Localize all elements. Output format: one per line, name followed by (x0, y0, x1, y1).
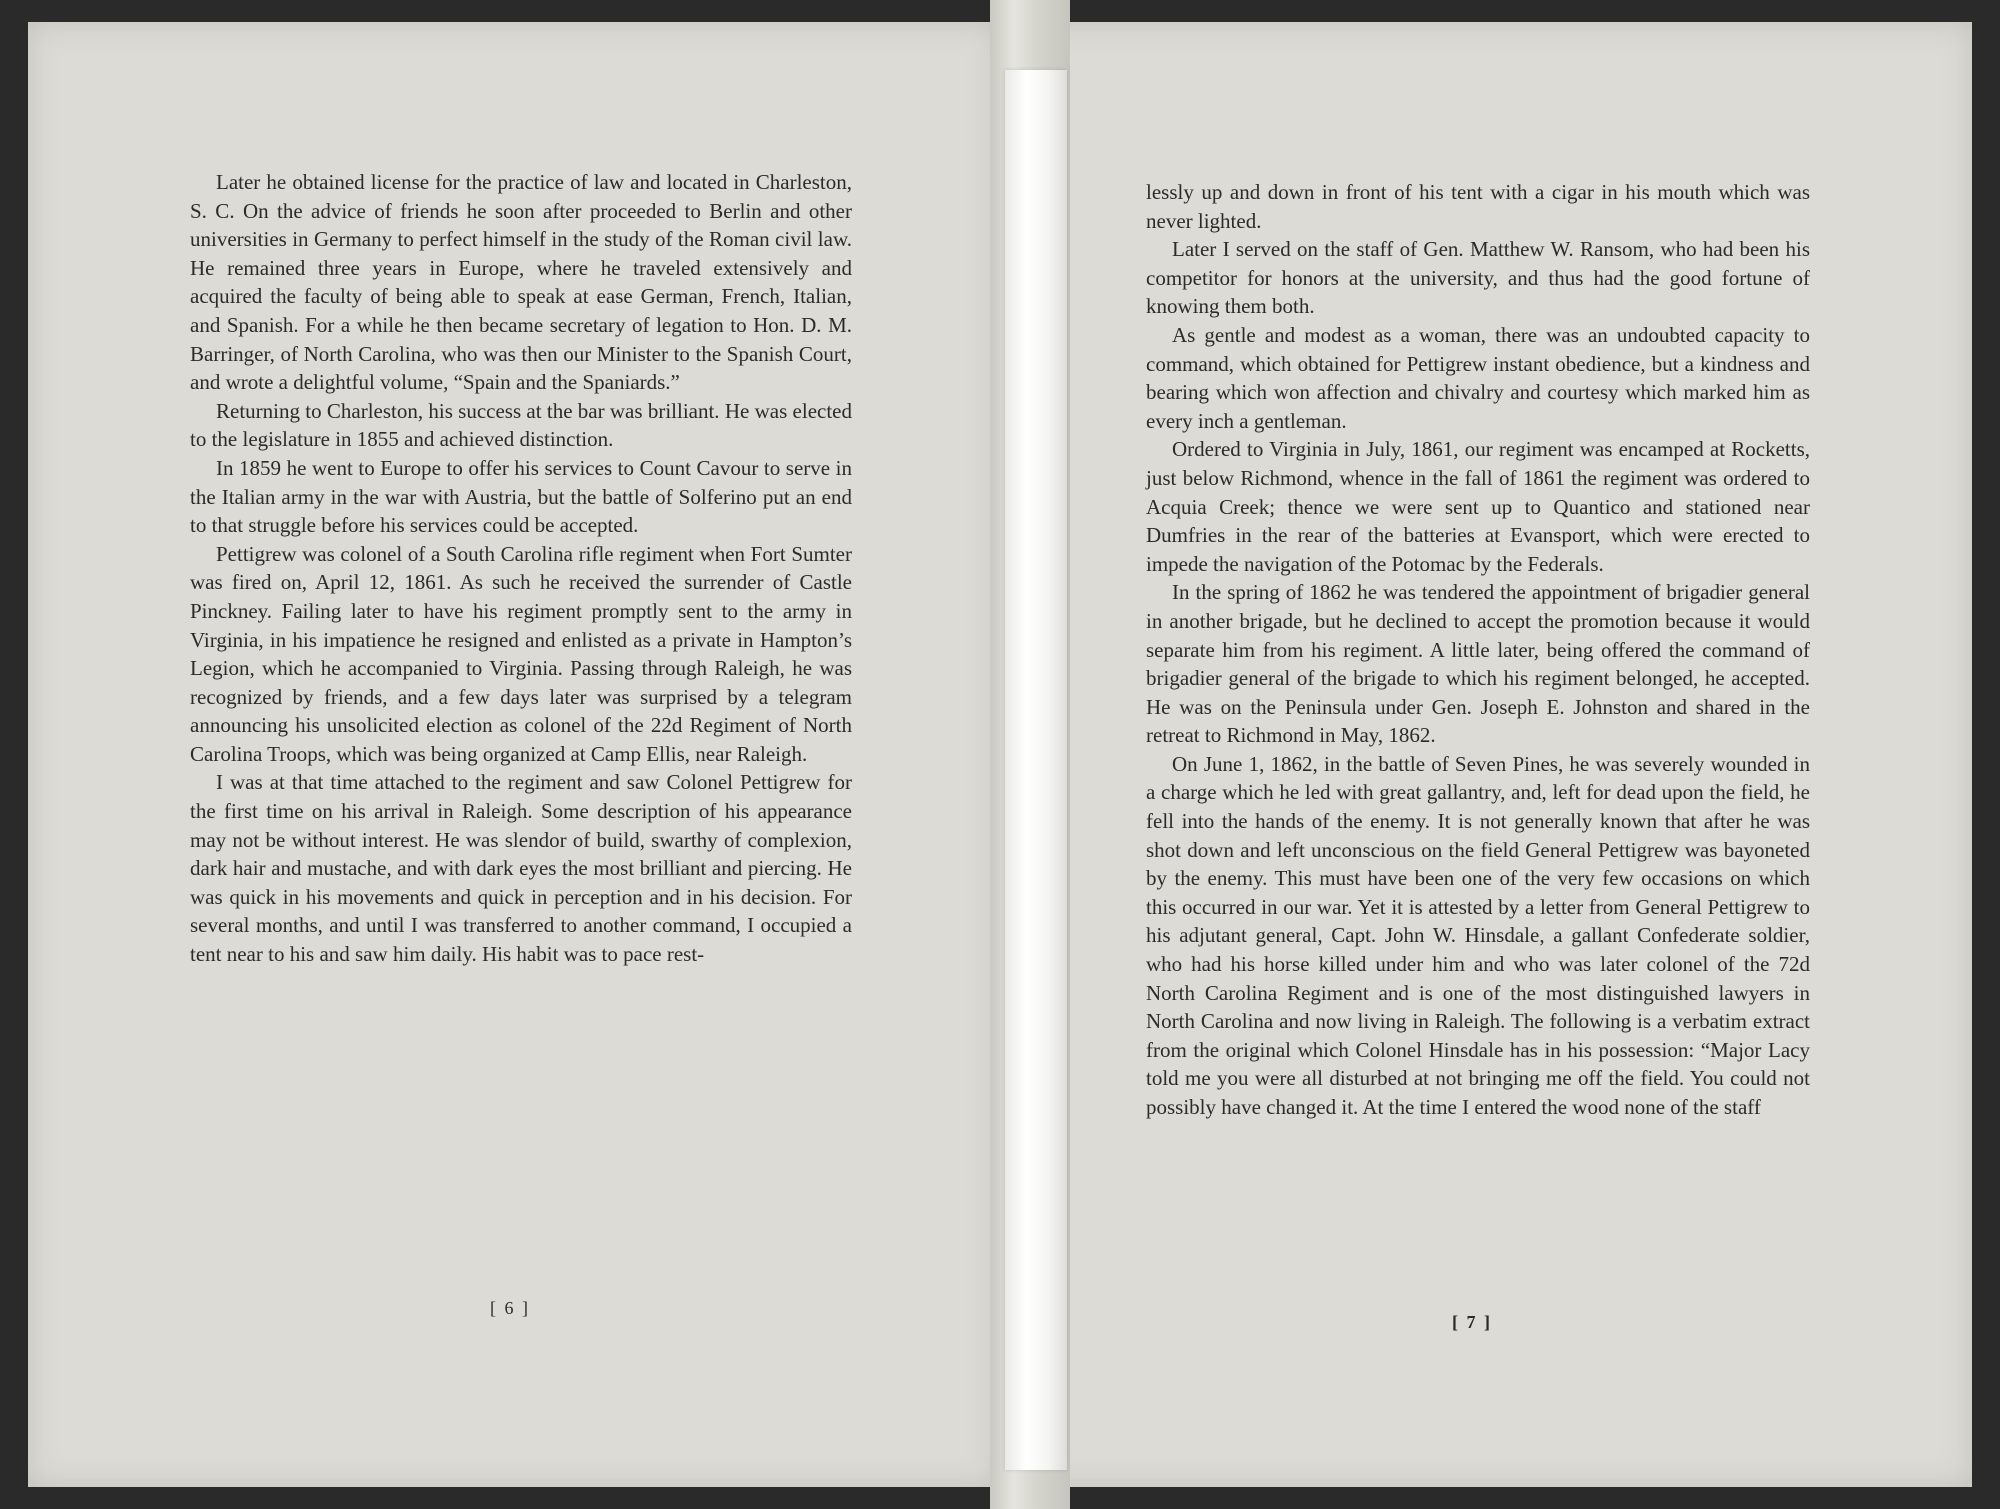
paragraph: As gentle and modest as a woman, there was an undoubted capacity to command, which obtained for Pettigrew instant obedience, but a kindness and bearing which won affection and chivalry and courtesy which marked him as every inch a gentleman. (1146, 322, 1810, 433)
right-page-text (1146, 178, 1810, 1122)
paragraph: I was at that time attached to the regiment and saw Colonel Pettigrew for the first time on his arrival in Raleigh. Some description of his appearance may not be without interest. He was slendor of build, swarthy of complexion, dark hair and mustache, and with dark eyes the most brilliant and piercing. He was quick in his movements and quick in perception and in his decision. For several months, and until I was transferred to another command, I occupied a tent near to his and saw him daily. His habit was to pace rest- (190, 770, 852, 967)
paragraph: Pettigrew was colonel of a South Carolina rifle regiment when Fort Sumter was fired on, April 12, 1861. As such he received the surrender of Castle Pinckney. Failing later to have his regiment promptly sent to the army in Virginia, in his impatience he resigned and enlisted as a private in Hampton’s Legion, which he accompanied to Virginia. Passing through Raleigh, he was recognized by friends, and a few days later was surprised by a telegram announcing his unsolicited election as colonel of the 22d Regiment of North Carolina Troops, which was being organized at Camp Ellis, near Raleigh. (190, 541, 852, 766)
paragraph-continuation: lessly up and down in front of his tent with a cigar in his mouth which was never lighted. (1146, 180, 1810, 233)
paragraph: On June 1, 1862, in the battle of Seven Pines, he was severely wounded in a charge which he led with great gallantry, and, left for dead upon the field, he fell into the hands of the enemy. It is not generally known that after he was shot down and left unconscious on the field General Pettigrew was bayoneted by the enemy. This must have been one of the very few occasions on which this occurred in our war. Yet it is attested by a letter from General Pettigrew to his adjutant general, Capt. John W. Hinsdale, a gallant Confederate soldier, who had his horse killed under him and who was later colonel of the 72d North Carolina Regiment and is one of the most distinguished lawyers in North Carolina and now living in Raleigh. The following is a verbatim extract from the original which Colonel Hinsdale has in his possession: “Major Lacy told me you were all disturbed at not bringing me off the field. You could not possibly have changed it. At the time I entered the wood none of the staff (1146, 751, 1810, 1119)
paragraph: Later he obtained license for the practice of law and located in Charleston, S. C. On the advice of friends he soon after proceeded to Berlin and other universities in Germany to perfect himself in the study of the Roman civil law. He remained three years in Europe, where he traveled extensively and acquired the faculty of being able to speak at ease German, French, Italian, and Spanish. For a while he then became secretary of legation to Hon. D. M. Barringer, of North Carolina, who was then our Minister to the Spanish Court, and wrote a delightful volume, “Spain and the Spaniards.” (190, 170, 852, 395)
binding-tape (1005, 70, 1067, 1470)
paragraph: Returning to Charleston, his success at the bar was brilliant. He was elected to the legislature in 1855 and achieved distinction. (190, 398, 852, 452)
page-number-right: [ 7 ] (1452, 1312, 1492, 1332)
paragraph: Ordered to Virginia in July, 1861, our regiment was encamped at Rocketts, just below Richmond, whence in the fall of 1861 the regiment was ordered to Acquia Creek; thence we were sent up to Quantico and stationed near Dumfries in the rear of the batteries at Evansport, which were erected to impede the navigation of the Potomac by the Federals. (1146, 437, 1810, 576)
paragraph: Later I served on the staff of Gen. Matthew W. Ransom, who had been his competitor for honors at the university, and thus had the good fortune of knowing them both. (1146, 237, 1810, 319)
paragraph: In 1859 he went to Europe to offer his services to Count Cavour to serve in the Italian army in the war with Austria, but the battle of Solferino put an end to that struggle before his services could be accepted. (190, 455, 852, 538)
page-number-left: [ 6 ] (490, 1298, 530, 1318)
paragraph: In the spring of 1862 he was tendered the appointment of brigadier general in another brigade, but he declined to accept the promotion because it would separate him from his regiment. A little later, being offered the command of brigadier general of the brigade to which his regiment belonged, he accepted. He was on the Peninsula under Gen. Joseph E. Johnston and shared in the retreat to Richmond in May, 1862. (1146, 580, 1810, 748)
left-page-text (190, 168, 852, 969)
